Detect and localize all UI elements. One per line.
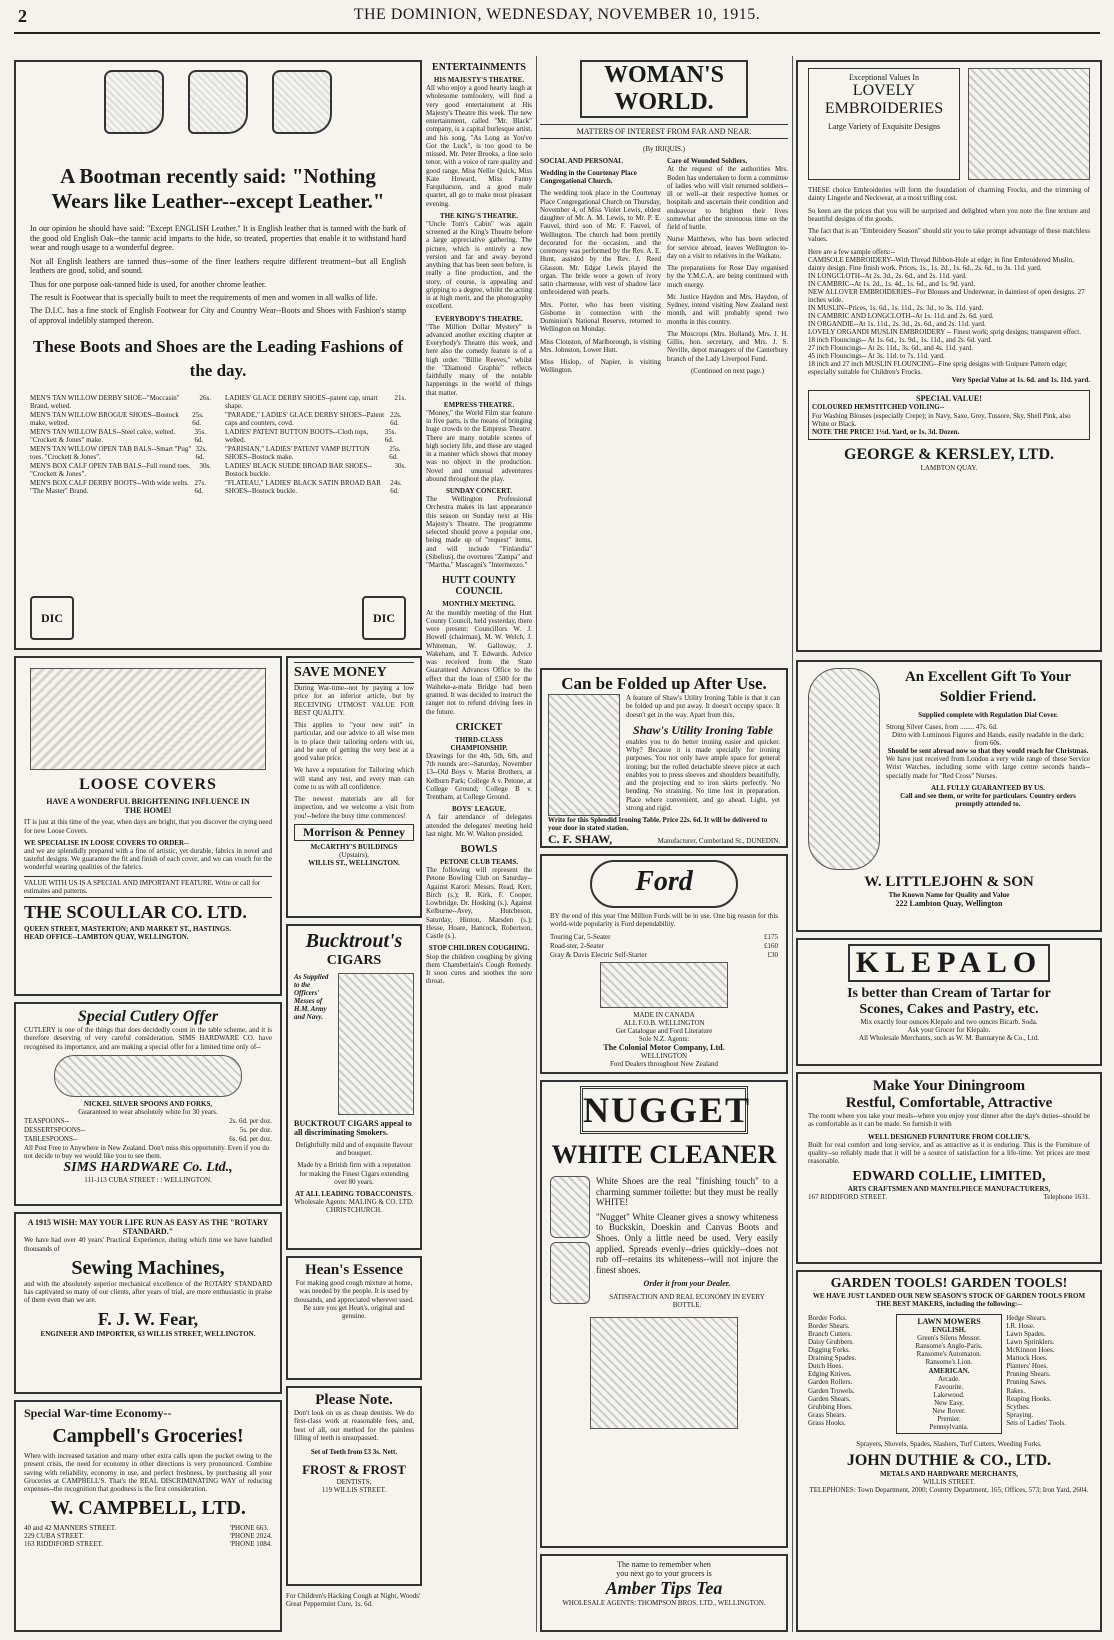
duthie-list-left: Border Forks. Border Shears. Branch Cutters. Daisy Grubbers. Digging Forks. Draining Spades. Dutch Hoes. Edging Knives. Garden Rollers. Garden Trowels. Garden Shears. Grubbing Hoes. Grass Shears. Grass Hooks. <box>808 1314 857 1427</box>
column-rule <box>536 56 537 1632</box>
please-note-set: Set of Teeth from £3 3s. Nett. <box>310 1448 398 1456</box>
shoe-icon <box>188 70 248 134</box>
list-item: MEN'S TAN WILLOW OPEN TAB BALS--Smart "Pug" toes. "Crockett & Jones". 32s. 6d. <box>30 444 207 461</box>
sims-ad <box>14 1002 282 1206</box>
nugget-brand: NUGGET <box>580 1086 748 1134</box>
section-heading: BOWLS <box>460 844 498 856</box>
scoullar-body2: and we are splendidly prepared with a fine of artistic, yet durable, fabrics in novel and tasteful designs. We guarantee the fit and finish of each cover, and we can vouch for the wonderful wearing qualities of the fabrics. <box>24 846 272 872</box>
article-text: Miss Hislop, of Napier, is visiting Wellington. <box>540 358 661 375</box>
heans-body: For making good cough mixture at home, was needed by the people. It is used by thousands, and appreciated wherever used. Be sure you get Hean's, original and genuine. <box>294 1279 414 1320</box>
article-heading: MONTHLY MEETING. <box>442 600 516 609</box>
list-item: MEN'S BOX CALF DERBY BOOTS--With wide welts. "The Master" Brand. 27s. 6d. <box>30 478 206 495</box>
list-item: Road-ster, 2-Seater £160 <box>550 941 778 950</box>
shaw-product: Shaw's Utility Ironing Table <box>633 722 773 737</box>
collie-body2: Built for real comfort and long service, and as attractive as it is enduring. This is the Furniture of quality--so reliably made that it will be a source of satisfaction for a life-time. Yet prices are most reasonable. <box>808 1140 1090 1166</box>
littlejohn-body: We have just received from London a very wide range of these Service Wrist Watches, including some with large centre seconds hands--specially made for "Red Cross" Nurses. <box>886 755 1090 780</box>
littlejohn-known: The Known Name for Quality and Value <box>888 891 1010 899</box>
collie-arts: ARTS CRAFTSMEN AND MANTELPIECE MANUFACTURERS, <box>847 1185 1051 1194</box>
gk-note: NOTE THE PRICE! 1½d. Yard, or 1s. 3d. Dozen. <box>812 427 960 436</box>
gk-coloured-body: For Washing Blouses (especially Crepe); in Navy, Saxe, Grey, Tussore, Sky, Shell Pink, also White or Black. <box>812 411 1071 428</box>
ironing-woman-illustration <box>548 694 620 816</box>
ladies-footwear-list <box>225 393 406 496</box>
article-text: At the monthly meeting of the Hutt County Council, held yesterday, there were present: Councillors W. J. Howell (chairman), M. W. Welch, J. Whiteman, W. Galloway, J. Wakeham, and T. Edwards. Advice was received from the State Guaranteed Advances Office to the effect that the loan of £500 for the Waiheke-a-mala Bridge had been granted. It was decided to instruct the ranger not to refund driving fees in the future. <box>426 608 532 716</box>
fear-name: F. J. W. Fear, <box>97 1308 199 1329</box>
article-text: Stop the children coughing by giving them Chamberlain's Cough Remedy. It soon cures and soothes the sore throat. <box>426 952 532 986</box>
littlejohn-call: Call and see them, or write for particulars. Country orders promptly attended to. <box>900 792 1076 809</box>
klepalo-ask: Ask your Grocer for Klepalo. <box>907 1026 991 1035</box>
nugget-satisfaction: SATISFACTION AND REAL ECONOMY IN EVERY BOTTLE. <box>609 1292 765 1309</box>
sims-address: 111-113 CUBA STREET : : WELLINGTON. <box>84 1175 212 1184</box>
list-item: TEASPOONS-- 2s. 6d. per doz. <box>24 1116 272 1125</box>
article-text: Drawings for the 4th, 5th, 6th, and 7th rounds are:--Saturday, November 13--Old Boys v. Marist Brothers, at Kelburn Park; College A v. Petone, at College Ground; College B v. Trentham, at College Ground. <box>426 751 532 802</box>
officer-illustration <box>338 973 414 1115</box>
sims-body: CUTLERY is one of the things that does decidedly count in the table scheme, and it is therefore deserving of very careful consideration. SIMS HARDWARE CO. have recognised its importance, and are making a special offer for a limited time only of-- <box>24 1026 272 1051</box>
shoe-icon <box>272 70 332 134</box>
list-item: "FLATEAU," LADIES' BLACK SATIN BROAD BAR SHOES--Bostock buckle. 24s. 6d. <box>225 478 402 495</box>
fear-body2: and with the absolutely superior mechanical excellence of the ROTARY STANDARD has captivated so many of our clients, after years of trial, are more enthusiastic in praise of them even than we are. <box>24 1279 272 1305</box>
article-text: The preparations for Rose Day organised by the Y.M.C.A. are being continued with much energy. <box>667 264 788 289</box>
bucktrout-tobacconists: AT ALL LEADING TOBACCONISTS. <box>295 1189 413 1198</box>
littlejohn-price: Strong Silver Cases, from ........ 47s. 6d. <box>886 723 998 732</box>
scoullar-name: THE SCOULLAR CO. LTD. <box>24 901 247 922</box>
header-rule <box>14 32 1100 34</box>
george-kersley-ad <box>796 60 1102 652</box>
duthie-phones: TELEPHONES: Town Department, 2000; Country Department, 165; Offices, 573; Iron Yard, 2604. <box>809 1486 1089 1495</box>
article-heading: THE KING'S THEATRE. <box>439 211 519 220</box>
article-heading: Care of Wounded Soldiers. <box>667 157 748 166</box>
klepalo-ad <box>796 938 1102 1066</box>
morrison-address: WILLIS ST., WELLINGTON. <box>308 858 400 867</box>
gk-here: Here are a few sample offers:-- <box>808 247 896 256</box>
scoullar-address: HEAD OFFICE--LAMBTON QUAY, WELLINGTON. <box>24 932 189 941</box>
shaw-name: C. F. SHAW, <box>548 832 613 847</box>
scoullar-value: VALUE WITH US IS A SPECIAL AND IMPORTANT FEATURE. Write or call for estimates and patterns. <box>24 876 272 898</box>
page-number: 2 <box>18 6 27 26</box>
amber-brand: Amber Tips Tea <box>605 1578 723 1599</box>
campbell-phones: 'PHONE 663. 'PHONE 2024. 'PHONE 1084. <box>229 1524 272 1549</box>
continued-note: (Continued on next page.) <box>690 366 765 375</box>
please-note-title: Please Note. <box>315 1392 393 1408</box>
littlejohn-sub: Supplied complete with Regulation Dial Cover. <box>918 711 1058 719</box>
masthead: THE DOMINION, WEDNESDAY, NOVEMBER 10, 1915. <box>353 6 761 23</box>
article-text: The Moscrops (Mrs. Holland), Mrs. J. H. Gillis, hon. secretary, and Mrs. J. S. Neville, depot managers of the Canterbury branch of the Lady Liverpool Fund. <box>667 329 788 363</box>
womans-world-section <box>540 60 788 660</box>
article-text: "Money," the World Film star feature in five parts, is the means of bringing huge crowds to the Empress Theatre. There are many notable scenes of high society life, and these are staged in a manner which shows that money was no object in the production. Novel and unusual adventures abound throughout the play. <box>426 408 532 483</box>
klepalo-brand: KLEPALO <box>848 944 1050 982</box>
article-heading: BOYS' LEAGUE. <box>451 805 507 814</box>
sofa-illustration <box>30 668 266 770</box>
list-item: 45 inch Flouncings-- At 3s. 11d. to 7s. 11d. yard. <box>808 352 945 361</box>
list-item: IN CAMBRIC AND LONGCLOTH--At 1s. 11d. and 2s. 6d. yard. <box>808 311 994 320</box>
article-text: The Wellington Professional Orchestra makes its last appearance this season on Sunday next at His Majesty's Theatre. The programme selected should prove a popular one, being made up of "request" items, and will include "Finlandia" (Sibelius), the overtures "Zampa" and "Martha," Mascagni's "Intermezzo." <box>426 495 532 570</box>
bucktrout-cigars: CIGARS <box>326 953 382 968</box>
list-item: DESSERTSPOONS-- 5s. per doz. <box>24 1125 272 1134</box>
littlejohn-name: W. LITTLEJOHN & SON <box>864 874 1034 890</box>
shaw-title: Can be Folded up After Use. <box>561 674 767 693</box>
campbell-body: When with increased taxation and many other extra calls upon the pocket owing to the present crisis, the need for economy in other directions is very pronounced. Combine saving with reliability, economy in use, and perfect freshness, by purchasing all your Groceries at CAMPBELL'S. That's the REAL DISCRIMINATING WAY of reducing expenses--the recognition that goodness is the first consideration. <box>24 1452 272 1493</box>
nugget-body2: "Nugget" White Cleaner gives a snowy whiteness to Buckskin, Doeskin and Canvas Boots and Shoes. Only a little need be used. Very easily applied. Spreads evenly--dries quickly--does not rub off--retains its whiteness--will not injure the finest shoes. <box>596 1211 778 1275</box>
fear-headline: Sewing Machines, <box>71 1256 225 1279</box>
duthie-metals: METALS AND HARDWARE MERCHANTS, <box>880 1469 1018 1478</box>
list-item: Touring Car, 5-Seater £175 <box>550 932 778 941</box>
section-heading: CRICKET <box>455 721 503 733</box>
page-header <box>0 0 1114 56</box>
gk-address: LAMBTON QUAY. <box>920 463 978 472</box>
bucktrout-flavour: Delightfully mild and of exquisite flavour and bouquet. <box>295 1141 413 1158</box>
article-text: Nurse Matthews, who has been selected for service abroad, leaves Wellington to-day on a visit to relatives in the Waikato. <box>667 235 788 260</box>
fear-wish: A 1915 WISH: MAY YOUR LIFE RUN AS EASY AS THE "ROTARY STANDARD." <box>27 1218 269 1237</box>
amber-line: The name to remember when <box>617 1560 711 1569</box>
men-footwear-list <box>30 393 211 496</box>
gk-body: So keen are the prices that you will be surprised and delighted when you note the fine texture and beautiful designs of the goods. <box>808 206 1090 223</box>
morrison-address: McCARTHY'S BUILDINGS <box>310 842 398 851</box>
womans-world-byline: (By IRIQUIS.) <box>643 145 685 154</box>
frost-name: FROST & FROST <box>302 1462 406 1478</box>
collie-title: Restful, Comfortable, Attractive <box>845 1095 1053 1111</box>
littlejohn-title: An Excellent Gift To Your Soldier Friend. <box>904 669 1072 705</box>
womans-world-sub: MATTERS OF INTEREST FROM FAR AND NEAR. <box>540 124 788 139</box>
section-heading: HUTT COUNTY COUNCIL <box>442 575 516 598</box>
article-heading: SOCIAL AND PERSONAL <box>540 157 623 166</box>
list-item: MEN'S TAN WILLOW DERBY SHOE--"Moccasin" Brand, welted. 26s. <box>30 393 211 410</box>
bootman-headline: A Bootman recently said: "Nothing Wears like Leather--except Leather." <box>51 164 385 214</box>
boots-illustration <box>30 70 406 160</box>
shaw-body2: enables you to do better ironing easier and quicker. Why? Because it is made specially for ironing purposes. You not only have ample space for general ironing; but the rolled detachable sleeve piece at each enables you to press sleeves and shoulders beautifully, and the projecting end to iron skirts perfectly. No bending. No straining. No time lost in preparation. Place where convenient, and go ahead. Light, yet strong and rigid. <box>626 737 780 812</box>
article-text: Mr. Justice Haydon and Mrs. Haydon, of Sydney, intend visiting New Zealand next month, and will probably spend two months in this country. <box>667 292 788 326</box>
dic-logo: DIC <box>30 596 74 640</box>
shaw-write: Write for this Splendid Ironing Table. Price 22s. 6d. It will be delivered to your door in stated station. <box>548 816 768 833</box>
bucktrout-made: Made by a British firm with a reputation for making the Finest Cigars extending over 80 years. <box>297 1161 411 1186</box>
list-item: MEN'S TAN WILLOW BALS--Steel calce, welted. "Crockett & Jones" make. 35s. 6d. <box>30 427 207 444</box>
save-money-ad <box>286 656 422 918</box>
amber-line: you next go to your grocers is <box>616 1569 712 1579</box>
save-money-body: The newest materials are all for inspection, and we welcome a visit from you!--before the busy time commences! <box>294 795 414 820</box>
article-text: A fair attendance of delegates attended the delegates' meeting held last night. Mr. W. Walton presided. <box>426 813 532 838</box>
list-item: "PARADE," LADIES' GLACE DERBY SHOES--Patent caps and counters, covd. 22s. 6d. <box>225 410 402 427</box>
nugget-order: Order it from your Dealer. <box>643 1279 731 1289</box>
gk-embroideries: EMBROIDERIES <box>824 100 944 118</box>
article-heading: PETONE CLUB TEAMS. <box>439 858 519 867</box>
gk-body: The fact that is an "Embroidery Season" should stir you to take prompt advantage of these matchless values. <box>808 227 1090 244</box>
nugget-ad <box>540 1080 788 1548</box>
collie-ad <box>796 1072 1102 1264</box>
gk-lovely: LOVELY <box>852 82 916 100</box>
bootman-para: The D.I.C. has a fine stock of English Footwear for City and Country Wear--Boots and Shoes with Fashion's stamp of approval indelibly stamped thereon. <box>30 306 406 325</box>
list-item: "PARISIAN," LADIES' PATENT VAMP BUTTON SHOES--Bostock make. 25s. 6d. <box>225 444 401 461</box>
scoullar-ad <box>14 656 282 996</box>
article-heading: EMPRESS THEATRE. <box>443 400 515 409</box>
womans-world-title: WOMAN'S WORLD. <box>580 60 748 118</box>
bootman-para: In our opinion he should have said: "Except ENGLISH Leather." It is English leather that is tanned with the bark of the good old English Oak--the tannic acid imparts to the hide, so treated, properties that enable it to withstand hard wear and rough usage to a wonderful degree. <box>30 224 406 253</box>
shoe-icon <box>104 70 164 134</box>
klepalo-tagline: Scones, Cakes and Pastry, etc. <box>859 1002 1039 1017</box>
collie-name: EDWARD COLLIE, LIMITED, <box>852 1169 1046 1185</box>
collie-phone: Telephone 1631. <box>1043 1193 1090 1202</box>
scoullar-specialise: WE SPECIALISE IN LOOSE COVERS TO ORDER-- <box>24 838 189 847</box>
article-text: At the request of the authorities Mrs. Boden has undertaken to form a committee of ladies who will visit returned soldiers--ill or well--at their respective homes or hospitals and ascertain their condition and endeavour to brighten their lives somewhat after the strenuous time on the field of battle. <box>667 165 788 232</box>
ford-fob: ALL F.O.B. WELLINGTON <box>623 1018 705 1027</box>
duthie-ad <box>796 1270 1102 1632</box>
ford-logo: Ford <box>590 860 738 908</box>
please-note-body: Don't look on us as cheap dentists. We do first-class work at reasonable fees, and, best of all, our method for the painless filling of teeth is unsurpassed. <box>294 1409 414 1442</box>
article-text: "Uncle Tom's Cabin" was again screened at the King's Theatre before a large appreciative gathering. The picture, which is entirely a new version and far and away beyond anything that has been seen before, is really a fine production, and the story, of course, is appealing and gripping to a degree, whilst the acting is at high merit, and the photography excellent. <box>426 219 532 311</box>
littlejohn-guaranteed: ALL FULLY GUARANTEED BY US. <box>931 783 1045 792</box>
sims-name: SIMS HARDWARE Co. Ltd., <box>63 1159 233 1175</box>
list-item: Very Special Value at 1s. 6d. and 1s. 11d. yard. <box>951 376 1090 385</box>
fear-body: We have had over 40 years' Practical Experience, during which time we have handled thousands of <box>24 1236 272 1253</box>
list-item: IN MUSLIN--Prices, 1s. 6d., 1s. 11d., 2s. 3d., to 3s. 11d. yard. <box>808 303 984 312</box>
gk-special: SPECIAL VALUE! <box>916 394 982 404</box>
littlejohn-ad <box>796 660 1102 932</box>
collie-address: 167 RIDDIFORD STREET. <box>808 1193 888 1202</box>
campbell-ad <box>14 1400 282 1632</box>
collie-body: The room where you take your meals--where you enjoy your dinner after the day's duties--should be as comfortable as it can be made. So furnish it with <box>808 1112 1090 1129</box>
save-money-body: We have a reputation for Tailoring which will stand any test, and every man can come to us with all confidence. <box>294 766 414 791</box>
duthie-lawn-mowers: LAWN MOWERS ENGLISH. Green's Silens Messor. Ransome's Anglo-Paris. Ransome's Automaton. Ransome's Lion. AMERICAN. Arcade. Favourite. Lakewood. New Easy. New Rover. Premier. Pennsylvania. <box>896 1314 1003 1434</box>
article-heading: STOP CHILDREN COUGHING. <box>428 944 530 953</box>
list-item: Gray & Davis Electric Self-Starter £30 <box>550 950 778 959</box>
campbell-title: Special War-time Economy-- <box>24 1406 172 1420</box>
list-item: IN LONGCLOTH--At 2s. 3d., 2s. 6d., and 2s. 11d. yard. <box>808 271 967 280</box>
list-item: LADIES' BLACK SUEDE BROAD BAR SHOES--Bostock buckle. 30s. <box>225 461 406 478</box>
bucktrout-agents: Wholesale Agents: MALING & CO. LTD. CHRISTCHURCH. <box>294 1197 414 1214</box>
section-heading: ENTERTAINMENTS <box>432 62 526 73</box>
frost-dentists: DENTISTS, <box>336 1478 372 1487</box>
bottle-icon <box>550 1176 590 1238</box>
collie-title: Make Your Diningroom <box>872 1078 1026 1094</box>
klepalo-tagline: Is better than Cream of Tartar for <box>847 986 1051 1001</box>
article-text: The wedding took place in the Courtenay Place Congregational Church on Thursday, November 4, of Miss Violet Lewis, eldest daughter of Mr. A. M. Lewis, to Mr. P. E. Fauvel, third son of Mr. F. Fauvel, of Wellington. The church had been prettily decorated for the occasion, and the ceremony was performed by the Rev. A. E. Hunt, assisted by the Rev. J. Reed Glasson. Mr. Edgar Lewis played the organ. The bride wore a gown of ivory satin charmeuse, with vest of shadow lace embroidered with pearls. <box>540 189 661 297</box>
list-item: IN CAMBRIC--At 1s. 2d., 1s. 4d., 1s. 6d., and 1s. 9d. yard. <box>808 279 976 288</box>
littlejohn-ditto: Ditto with Luminous Figures and Hands, easily readable in the dark; from 60s. <box>892 731 1084 748</box>
scoullar-sub: HAVE A WONDERFUL BRIGHTENING INFLUENCE IN THE HOME! <box>46 797 250 816</box>
frost-address: 119 WILLIS STREET. <box>321 1486 387 1495</box>
wristwatch-illustration <box>808 668 880 870</box>
ford-lead: BY the end of this year One Million Fords will be in use. One big reason for this world-wide popularity is Ford dependability. <box>550 912 778 929</box>
bucktrout-ad <box>286 924 422 1250</box>
bottle-icon <box>550 1242 590 1304</box>
littlejohn-address: 222 Lambton Quay, Wellington <box>895 899 1003 909</box>
fear-ad <box>14 1212 282 1394</box>
ford-ad <box>540 854 788 1074</box>
article-heading: EVERYBODY'S THEATRE. <box>435 314 523 323</box>
sims-offer: NICKEL SILVER SPOONS AND FORKS, <box>83 1099 213 1108</box>
campbell-name: W. CAMPBELL, LTD. <box>50 1497 246 1520</box>
list-item: MEN'S TAN WILLOW BROGUE SHOES--Bostock make, welted. 25s. 6d. <box>30 410 204 427</box>
sims-guarantee: Guaranteed to wear absolutely white for 30 years. <box>78 1107 218 1116</box>
bootman-para: Not all English leathers are tanned thus--some of the finer leathers require different treatment--but all English leathers are good, solid, and sound. <box>30 256 406 276</box>
gk-body: THESE choice Embroideries will form the foundation of charming Frocks, and the trimming of dainty Lingerie and Neckwear, at a most trifling cost. <box>808 186 1090 203</box>
collie-well: WELL DESIGNED FURNITURE FROM COLLIE'S. <box>867 1132 1030 1141</box>
bucktrout-supplied: As Supplied to the Officers' Messes of H.M. Army and Navy. <box>294 973 329 1022</box>
save-money-body: During War-time--not by paying a low price for an inferior article, but by RECEIVING UTMOST VALUE FOR BEST QUALITY. <box>294 684 414 717</box>
klepalo-mix: Mix exactly four ounces Klepalo and two ounces Bicarb. Soda. <box>860 1018 1038 1026</box>
shaw-body: A feature of Shaw's Utility Ironing Table is that it can be folded up and put away. It doesn't occupy space. It doesn't get in the way. Apart from this, <box>626 694 780 719</box>
list-item: TABLESPOONS-- 6s. 6d. per doz. <box>24 1134 272 1143</box>
bootman-ad <box>14 60 422 650</box>
ford-made: MADE IN CANADA <box>633 1010 695 1019</box>
article-heading: Wedding in the Courtenay Place Congregational Church. <box>540 169 637 186</box>
duthie-body: WE HAVE JUST LANDED OUR NEW SEASON'S STOCK OF GARDEN TOOLS FROM THE BEST MAKERS, including the following:-- <box>812 1292 1086 1309</box>
heans-title: Hean's Essence <box>305 1262 403 1278</box>
scoullar-body: IT is just at this time of the year, when days are bright, that you discover the crying need for new Loose Covers. <box>24 818 272 835</box>
article-heading: SUNDAY CONCERT. <box>445 487 512 496</box>
shoe-illustration <box>590 1317 738 1429</box>
campbell-addresses: 40 and 42 MANNERS STREET. 229 CUBA STREET. 163 RIDDIFORD STREET. <box>24 1524 117 1549</box>
list-item: NEW ALLOVER EMBROIDERIES--For Blouses and Underwear, in daintiest of open designs. 27 inches wide. <box>808 287 1085 304</box>
article-text: Mrs. Porter, who has been visiting Gisborne in connection with the Dominion's National Reserve, returned to Wellington on Monday. <box>540 300 661 334</box>
article-text: Miss Clouston, of Marlborough, is visiting Mrs. Johnston, Lower Hutt. <box>540 337 661 354</box>
ford-dealers: Ford Dealers throughout New Zealand <box>609 1059 719 1068</box>
duthie-title: GARDEN TOOLS! GARDEN TOOLS! <box>830 1276 1068 1291</box>
heans-ad <box>286 1256 422 1380</box>
article-text: The following will represent the Petone Bowling Club on Saturday--Against Karori: Messrs. Read, Kerr, Birch (s.); R. Kirk, F. Cooper, Lowbridge, Dr. Hosking (s.). Against Kelburne--Avey, Hutcheson, Saturday, Hinton, Marsden (s.); Hesse, Hoare, Hancock, Robertson, Castle (s.). <box>426 866 532 941</box>
ford-agents: Sole N.Z. Agents: <box>638 1034 690 1043</box>
nugget-product: WHITE CLEANER <box>551 1140 777 1169</box>
list-item: 18 inch Flouncings-- At 1s. 6d., 1s. 9d., 1s. 11d., and 2s. 6d. yard. <box>808 336 992 345</box>
ford-city: WELLINGTON <box>640 1051 688 1060</box>
column-rule <box>792 56 793 1632</box>
scoullar-title: LOOSE COVERS <box>79 776 217 793</box>
list-item: CAMISOLE EMBROIDERY--With Thread Ribbon-Hole at edge; in fine Embroidered Muslin, dainty design. Fine finish work. Prices, 1s., 1s. 2d., 1s. 6d., 2s. 6d., to 3s. 11d. yard. <box>808 255 1074 272</box>
entertainments-column <box>426 56 532 1631</box>
list-item: LOVELY ORGANDI MUSLIN EMBROIDERY -- Finest work; sprig designs; transparent effect. <box>808 327 1081 336</box>
morrison-name: Morrison & Penney <box>294 824 414 841</box>
shaw-address: Manufacturer, Cumberland St., DUNEDIN. <box>657 837 780 846</box>
bootman-para: Thus for one purpose oak-tanned hide is used, for another chrome leather. <box>30 279 267 289</box>
list-item: 27 inch Flouncings-- At 2s. 11d., 3s. 6d., and 4s. 11d. yard. <box>808 344 974 353</box>
duthie-sprayers: Sprayers, Shovels, Spades, Slashers, Turf Cutters, Weeding Forks. <box>856 1439 1042 1448</box>
embroidery-illustration <box>968 68 1090 180</box>
bootman-subhead: These Boots and Shoes are the Leading Fashions of the day. <box>33 337 403 381</box>
car-illustration <box>600 962 728 1008</box>
klepalo-merchants: All Wholesale Merchants, such as W. M. Bannatyne & Co., Ltd. <box>859 1034 1039 1043</box>
bucktrout-appeal: BUCKTROUT CIGARS appeal to all discriminating Smokers. <box>294 1119 412 1138</box>
article-heading: THIRD-CLASS CHAMPIONSHIP. <box>450 735 508 752</box>
list-item: IN ORGANDIE--At 1s. 11d., 2s. 3d., 2s. 6d., and 2s. 11d. yard. <box>808 319 986 328</box>
amber-tips-ad <box>540 1554 788 1632</box>
list-item: 18 inch and 27 inch MUSLIN FLOUNCING--Fine sprig designs with Guipure Pattern edge; especially suitable for Children's Frocks. <box>808 360 1067 377</box>
gk-exceptional: Exceptional Values In <box>848 73 920 82</box>
article-text: "The Million Dollar Mystery" is advanced another exciting chapter at Everybody's Theatre this week, and here also the comedy feature is of a high order. "Billie Reeves," whilst the "Diamond Graphic" reflects faithfully many of the notable happenings in the world of things that matter. <box>426 322 532 397</box>
littlejohn-send: Should be sent abroad now so that they would reach for Christmas. <box>887 747 1089 756</box>
bucktrout-brand: Bucktrout's <box>305 930 403 952</box>
woods-cure-note: For Children's Hacking Cough at Night, Woods' Great Peppermint Cure, 1s. 6d. <box>286 1592 421 1609</box>
list-item: LADIES' PATENT BUTTON BOOTS--Cloth tops, welted. 35s. 6d. <box>225 427 397 444</box>
list-item: MEN'S BOX CALF OPEN TAB BALS--Full round toes. "Crockett & Jones". 30s. <box>30 461 211 478</box>
duthie-name: JOHN DUTHIE & CO., LTD. <box>846 1451 1052 1469</box>
dic-logo: DIC <box>362 596 406 640</box>
article-text: All who enjoy a good hearty laugh at wholesome tomfoolery, will find a very good entertainment at His Majesty's Theatre this week. The new entertainment, called "Mr. Black" company, is a capital burlesque artist, and his song, "As Long as You've Got the Luck", is too good to be missed. Mr. Peter Brooks, a fine solo tenor, with a voice of rare quality and good range. Miss Nellie Quick, Miss Kate Howard, Miss Fanny Farquharson, and a good male quartet, all go to make most pleasant evening. <box>426 84 532 208</box>
scoullar-address: QUEEN STREET, MASTERTON; AND MARKET ST., HASTINGS. <box>24 924 231 933</box>
campbell-headline: Campbell's Groceries! <box>52 1425 244 1447</box>
spoon-icon <box>54 1055 242 1097</box>
duthie-address: WILLIS STREET. <box>922 1477 976 1486</box>
fear-address: ENGINEER AND IMPORTER, 63 WILLIS STREET, WELLINGTON. <box>40 1329 256 1338</box>
article-heading: HIS MAJESTY'S THEATRE. <box>433 76 525 84</box>
nugget-body: White Shoes are the real "finishing touch" to a charming summer toilette: but they must be really WHITE! <box>596 1176 778 1208</box>
duthie-list-right: Hedge Shears. I.R. Hose. Lawn Spades. Lawn Sprinklers. McKinnon Hoes. Mattock Hoes. Planters' Hoes. Pruning Shears. Pruning Saws. Rakes. Reaping Hooks. Scythes. Spraying. Sets of Ladies' Tools. <box>1006 1314 1066 1427</box>
bootman-para: The result is Footwear that is specially built to meet the requirements of men and women in all walks of life. <box>30 293 378 302</box>
amber-agents: WHOLESALE AGENTS: THOMPSON BROS. LTD., WELLINGTON. <box>562 1599 766 1608</box>
morrison-address: (Upstairs), <box>339 850 369 859</box>
shaw-ad <box>540 668 788 848</box>
gk-large: Large Variety of Exquisite Designs <box>827 122 941 132</box>
list-item: LADIES' GLACE DERBY SHOES--patent cap, smart shape. 21s. <box>225 393 406 410</box>
please-note-ad <box>286 1386 422 1586</box>
ford-dealer-name: The Colonial Motor Company, Ltd. <box>603 1042 725 1052</box>
save-money-title: SAVE MONEY <box>294 662 414 684</box>
gk-name: GEORGE & KERSLEY, LTD. <box>844 445 1054 463</box>
sims-title: Special Cutlery Offer <box>77 1008 219 1025</box>
ford-catalogue: Get Catalogue and Ford Literature <box>615 1026 713 1035</box>
gk-coloured: COLOURED HEMSTITCHED VOILING-- <box>812 403 945 412</box>
save-money-body: This applies to "your new suit" in particular, and our advice to all wise men is to place their tailoring orders with us, and be sure of getting the very best at a good value price. <box>294 721 414 762</box>
sims-post: All Post Free to Anywhere in New Zealand. Don't miss this opportunity. Even if you do not decide to buy we would like you to see them. <box>24 1143 270 1160</box>
